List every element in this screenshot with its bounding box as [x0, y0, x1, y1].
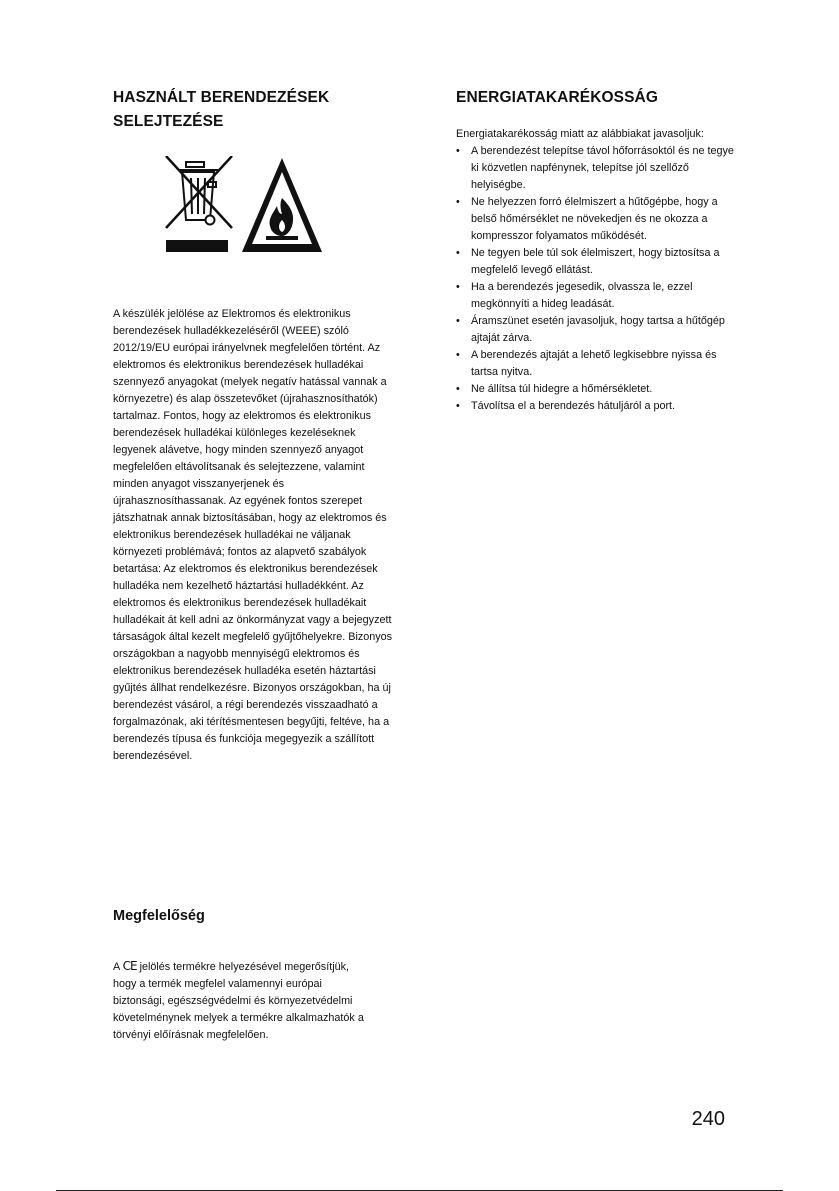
page-number: 240	[691, 1108, 725, 1130]
conformity-text: jelölés termékre helyezésével megerősítjük, hogy a termék megfelel valamennyi európai biztonsági, egészségvédelmi és környezetvédelmi követelménynek melyek a termékre alkalmazhatók a törvényi előírásnak megfelelően.	[113, 961, 364, 1041]
list-item: • Ne tegyen bele túl sok élelmiszert, hogy biztosítsa a megfelelő levegő ellátást.	[456, 245, 736, 279]
energy-section	[456, 86, 736, 415]
disposal-section	[113, 86, 398, 765]
disposal-paragraph: A készülék jelölése az Elektromos és elektronikus berendezések hulladékkezeléséről (WEEE) szóló 2012/19/EU európai irányelvnek megfelelően történt. Az elektromos és elektronikus berendezések hulladékai szennyező anyagokat (melyek negatív hatással vannak a környezetre) és alap összetevőket (újrahasznosíthatók) tartalmaz. Fontos, hogy az elektromos és elektronikus berendezések hulladékai különleges kezeléseknek legyenek alávetve, hogy minden szennyező anyagot megfelelően eltávolítsanak és selejtezzene, valamint minden anyagot visszanyerjenek és újrahasznosíthassanak. Az egyének fontos szerepet játszhatnak annak biztosításában, hogy az elektromos és elektronikus berendezések hulladékai ne váljanak környezeti problémává; fontos az alapvető szabályok betartása: Az elektromos és elektronikus berendezések hulladéka nem kezelhető háztartási hulladékként. Az elektromos és elektronikus berendezések hulladékait hulladékait át kell adni az önkormányzat vagy a bejegyzett társaságok által kezelt megfelelő gyűjtőhelyekre. Bizonyos országokban a nagyobb mennyiségű elektromos és elektronikus berendezések hulladéka esetén háztartási gyűjtés állhat rendelkezésre. Bizonyos országokban, ha új berendezést vásárol, a régi berendezés visszaadható a forgalmazónak, aki térítésmentesen begyűjti, feltéve, ha a berendezés típusa és funkciója megegyezik a szállított berendezésével.	[113, 308, 393, 762]
list-item: • A berendezést telepítse távol hőforrásoktól és ne tegye ki közvetlen napfénynek, telepítse jól szellőző helyiségbe.	[456, 143, 736, 194]
crossed-out-wheelie-bin-icon	[164, 156, 236, 256]
list-item: • A berendezés ajtaját a lehető legkisebbre nyissa és tartsa nyitva.	[456, 347, 736, 381]
ce-mark-icon: CE	[122, 959, 137, 973]
energy-title: ENERGIATAKARÉKOSSÁG	[456, 89, 658, 106]
disposal-title-line1: HASZNÁLT BERENDEZÉSEK	[113, 89, 330, 106]
conformity-prefix: A	[113, 961, 120, 973]
list-item: • Áramszünet esetén javasoljuk, hogy tartsa a hűtőgép ajtaját zárva.	[456, 313, 736, 347]
disposal-icons	[164, 156, 398, 262]
list-item: • Ha a berendezés jegesedik, olvassza le, ezzel megkönnyíti a hideg leadását.	[456, 279, 736, 313]
disposal-title	[113, 86, 398, 134]
conformity-paragraph	[113, 958, 373, 1044]
energy-tips-list	[456, 143, 736, 415]
energy-intro: Energiatakarékosság miatt az alábbiakat javasoljuk:	[456, 128, 704, 140]
flammable-warning-icon	[240, 156, 324, 256]
disposal-title-line2: SELEJTEZÉSE	[113, 113, 224, 130]
list-item: • Távolítsa el a berendezés hátuljáról a port.	[456, 398, 736, 415]
conformity-title: Megfelelőség	[113, 908, 205, 924]
list-item: • Ne állítsa túl hidegre a hőmérsékletet.	[456, 381, 736, 398]
list-item: • Ne helyezzen forró élelmiszert a hűtőgépbe, hogy a belső hőmérséklet ne növekedjen és ne okozza a kompresszor folyamatos működését.	[456, 194, 736, 245]
